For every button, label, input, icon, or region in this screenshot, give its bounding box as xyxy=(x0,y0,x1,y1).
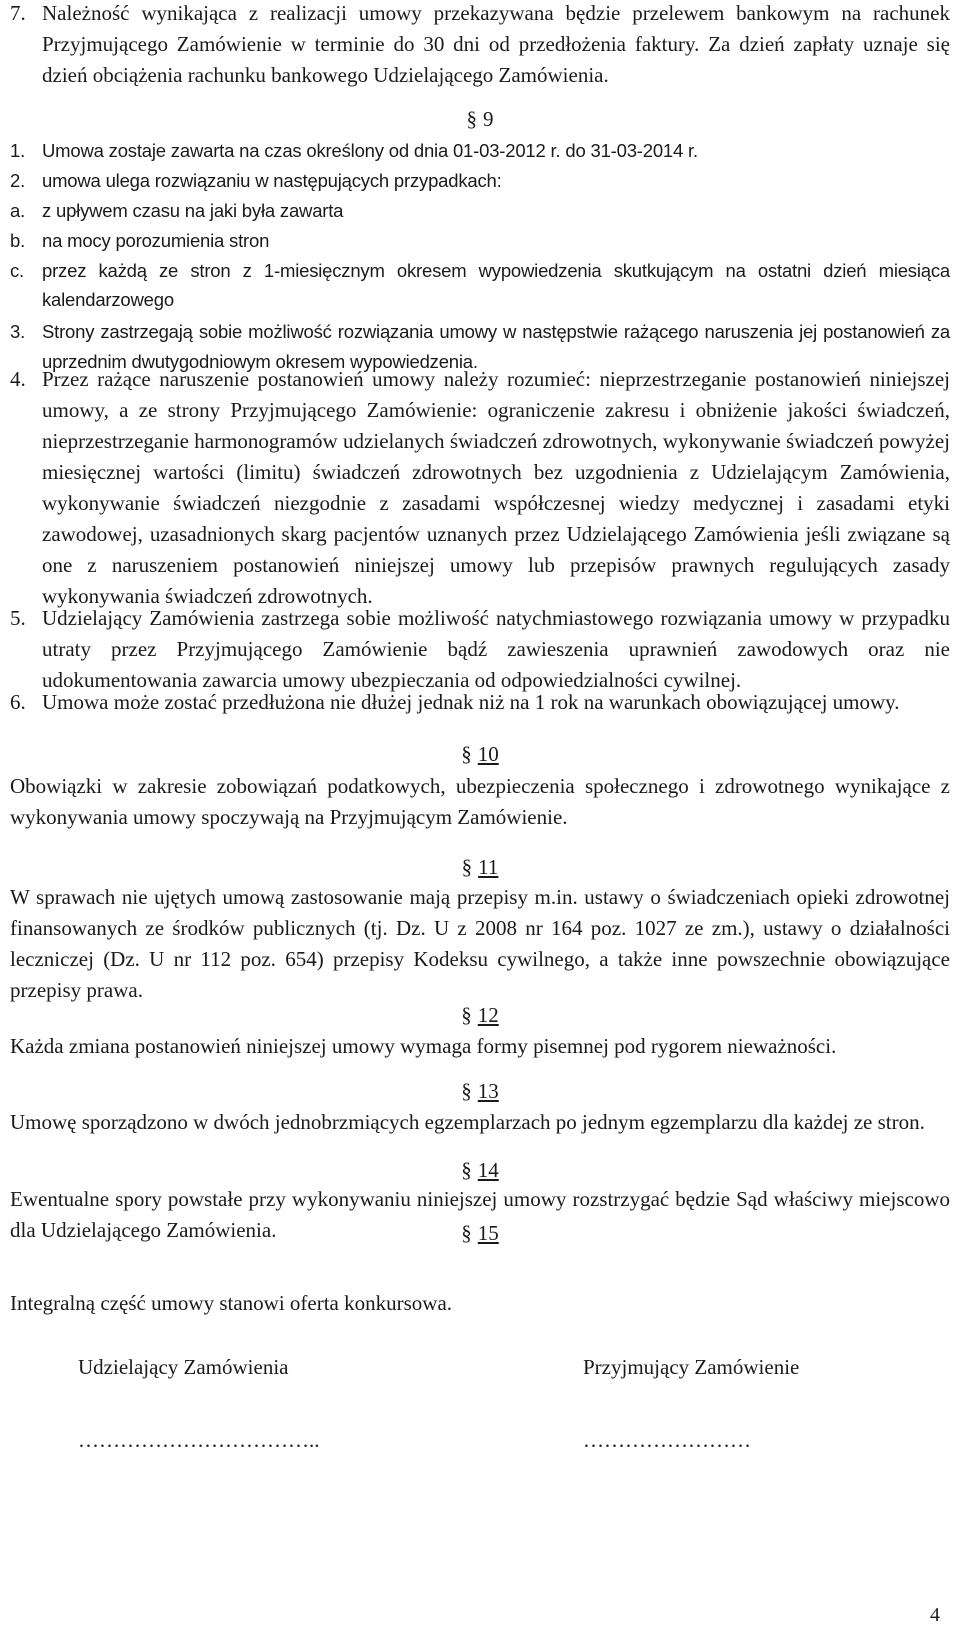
section-11-heading xyxy=(10,852,950,883)
section-13-text: Umowę sporządzono w dwóch jednobrzmiących egzemplarzach po jednym egzemplarzu dla każdej ze stron. xyxy=(10,1110,925,1134)
section-11-text: W sprawach nie ujętych umową zastosowanie mają przepisy m.in. ustawy o świadczeniach opieki zdrowotnej finansowanych ze środków publicznych (tj. Dz. U z 2008 nr 164 poz. 1027 ze zm.), ustawy o działalności leczniczej (Dz. U nr 112 poz. 654) przepisy Kodeksu cywilnego, a także inne powszechnie obowiązujące przepisy prawa. xyxy=(10,885,950,1002)
section-number: 14 xyxy=(477,1158,499,1182)
section-10-text: Obowiązki w zakresie zobowiązań podatkowych, ubezpieczenia społecznego i zdrowotnego wynikające z wykonywania umowy spoczywają na Przyjmującym Zamówienie. xyxy=(10,774,950,829)
item-number: 2. xyxy=(10,170,26,191)
item-text: przez każdą ze stron z 1-miesięcznym okresem wypowiedzenia skutkującym na ostatni dzień miesiąca kalendarzowego xyxy=(42,260,950,310)
section-number: 13 xyxy=(477,1079,499,1103)
section-15-text: Integralną część umowy stanowi oferta konkursowa. xyxy=(10,1291,453,1315)
section-9-body xyxy=(10,136,950,377)
section-15-heading xyxy=(10,1218,950,1249)
section-sign: § xyxy=(461,1079,472,1103)
section-sign: § xyxy=(461,742,472,766)
section-sign: § xyxy=(461,1158,472,1182)
item-number: 4. xyxy=(10,367,26,391)
section-sign: § xyxy=(461,1003,472,1027)
section-12-heading xyxy=(10,1000,950,1031)
section-10-heading xyxy=(10,739,950,770)
item-number: 7. xyxy=(10,1,26,25)
list-item xyxy=(10,364,950,612)
item-text: Przez rażące naruszenie postanowień umowy należy rozumieć: nieprzestrzeganie postanowień niniejszej umowy, a ze strony Przyjmującego Zamówienie: ograniczenie zakresu i obniżenie jakości świadczeń, nieprzestrzeganie harmonogramów udzielanych świadczeń zdrowotnych, wykonywanie świadczeń powyżej miesięcznej wartości (limitu) świadczeń zdrowotnych bez uzgodnienia z Udzielającym Zamówienia, wykonywanie świadczeń niezgodnie z zasadami współczesnej wiedzy medycznej i zasadami etyki zawodowej, uzasadnionych skarg pacjentów uznanych przez Udzielającego Zamówienia jeśli związane są one z naruszeniem postanowień niniejszej umowy lub przepisów prawnych regulujących zasady wykonywania świadczeń zdrowotnych. xyxy=(42,367,950,608)
item-number: a. xyxy=(10,200,26,221)
section-14-heading xyxy=(10,1155,950,1186)
list-item xyxy=(10,226,950,256)
section-number: 11 xyxy=(478,855,499,879)
signature-label-right: Przyjmujący Zamówienie xyxy=(583,1355,800,1379)
list-item xyxy=(10,687,950,718)
item-text: Strony zastrzegają sobie możliwość rozwiązania umowy w następstwie rażącego naruszenia jej postanowień za uprzednim dwutygodniowym okresem wypowiedzenia. xyxy=(42,321,950,372)
list-item xyxy=(10,166,950,196)
list-item xyxy=(10,136,950,166)
section-sign: § xyxy=(461,855,473,879)
item-number: c. xyxy=(10,260,24,281)
item-text: Umowa może zostać przedłużona nie dłużej jednak niż na 1 rok na warunkach obowiązującej umowy. xyxy=(42,690,900,714)
section-number: 10 xyxy=(477,742,499,766)
section-number: 15 xyxy=(477,1221,499,1245)
section-12-text: Każda zmiana postanowień niniejszej umowy wymaga formy pisemnej pod rygorem nieważności. xyxy=(10,1034,837,1058)
section-14-text: Ewentualne spory powstałe przy wykonywaniu niniejszej umowy rozstrzygać będzie Sąd właściwy miejscowo dla Udzielającego Zamówienia. xyxy=(10,1187,950,1242)
item-text: na mocy porozumienia stron xyxy=(42,230,270,251)
section-number: 12 xyxy=(477,1003,499,1027)
signature-block xyxy=(10,1352,950,1456)
list-item xyxy=(10,256,950,314)
section-number: 9 xyxy=(483,107,494,131)
list-item xyxy=(10,196,950,226)
item-number: b. xyxy=(10,230,26,251)
item-text: Umowa zostaje zawarta na czas określony od dnia 01-03-2012 r. do 31-03-2014 r. xyxy=(42,140,698,161)
signature-line-left: …………………………….. xyxy=(78,1428,320,1452)
item-number: 5. xyxy=(10,606,26,630)
item-number: 6. xyxy=(10,690,26,714)
section-13-heading xyxy=(10,1076,950,1107)
signature-line-right: …………………… xyxy=(583,1428,751,1452)
signature-label-left: Udzielający Zamówienia xyxy=(78,1355,289,1379)
item-text: z upływem czasu na jaki była zawarta xyxy=(42,200,344,221)
item-text: umowa ulega rozwiązaniu w następujących przypadkach: xyxy=(42,170,502,191)
paragraph-7 xyxy=(10,0,950,91)
section-sign: § xyxy=(461,1221,472,1245)
list-item xyxy=(10,603,950,696)
page-number: 4 xyxy=(930,1604,940,1626)
item-number: 1. xyxy=(10,140,26,161)
section-sign: § xyxy=(466,107,477,131)
item-text: Należność wynikająca z realizacji umowy przekazywana będzie przelewem bankowym na rachunek Przyjmującego Zamówienie w terminie do 30 dni od przedłożenia faktury. Za dzień zapłaty uznaje się dzień obciążenia rachunku bankowego Udzielającego Zamówienia. xyxy=(42,1,950,87)
item-number: 3. xyxy=(10,321,26,342)
item-text: Udzielający Zamówienia zastrzega sobie możliwość natychmiastowego rozwiązania umowy w przypadku utraty przez Przyjmującego Zamówienie bądź zawieszenia uprawnień zawodowych oraz nie udokumentowania zawarcia umowy ubezpieczania od odpowiedzialności cywilnej. xyxy=(42,606,950,692)
section-9-heading xyxy=(10,104,950,135)
